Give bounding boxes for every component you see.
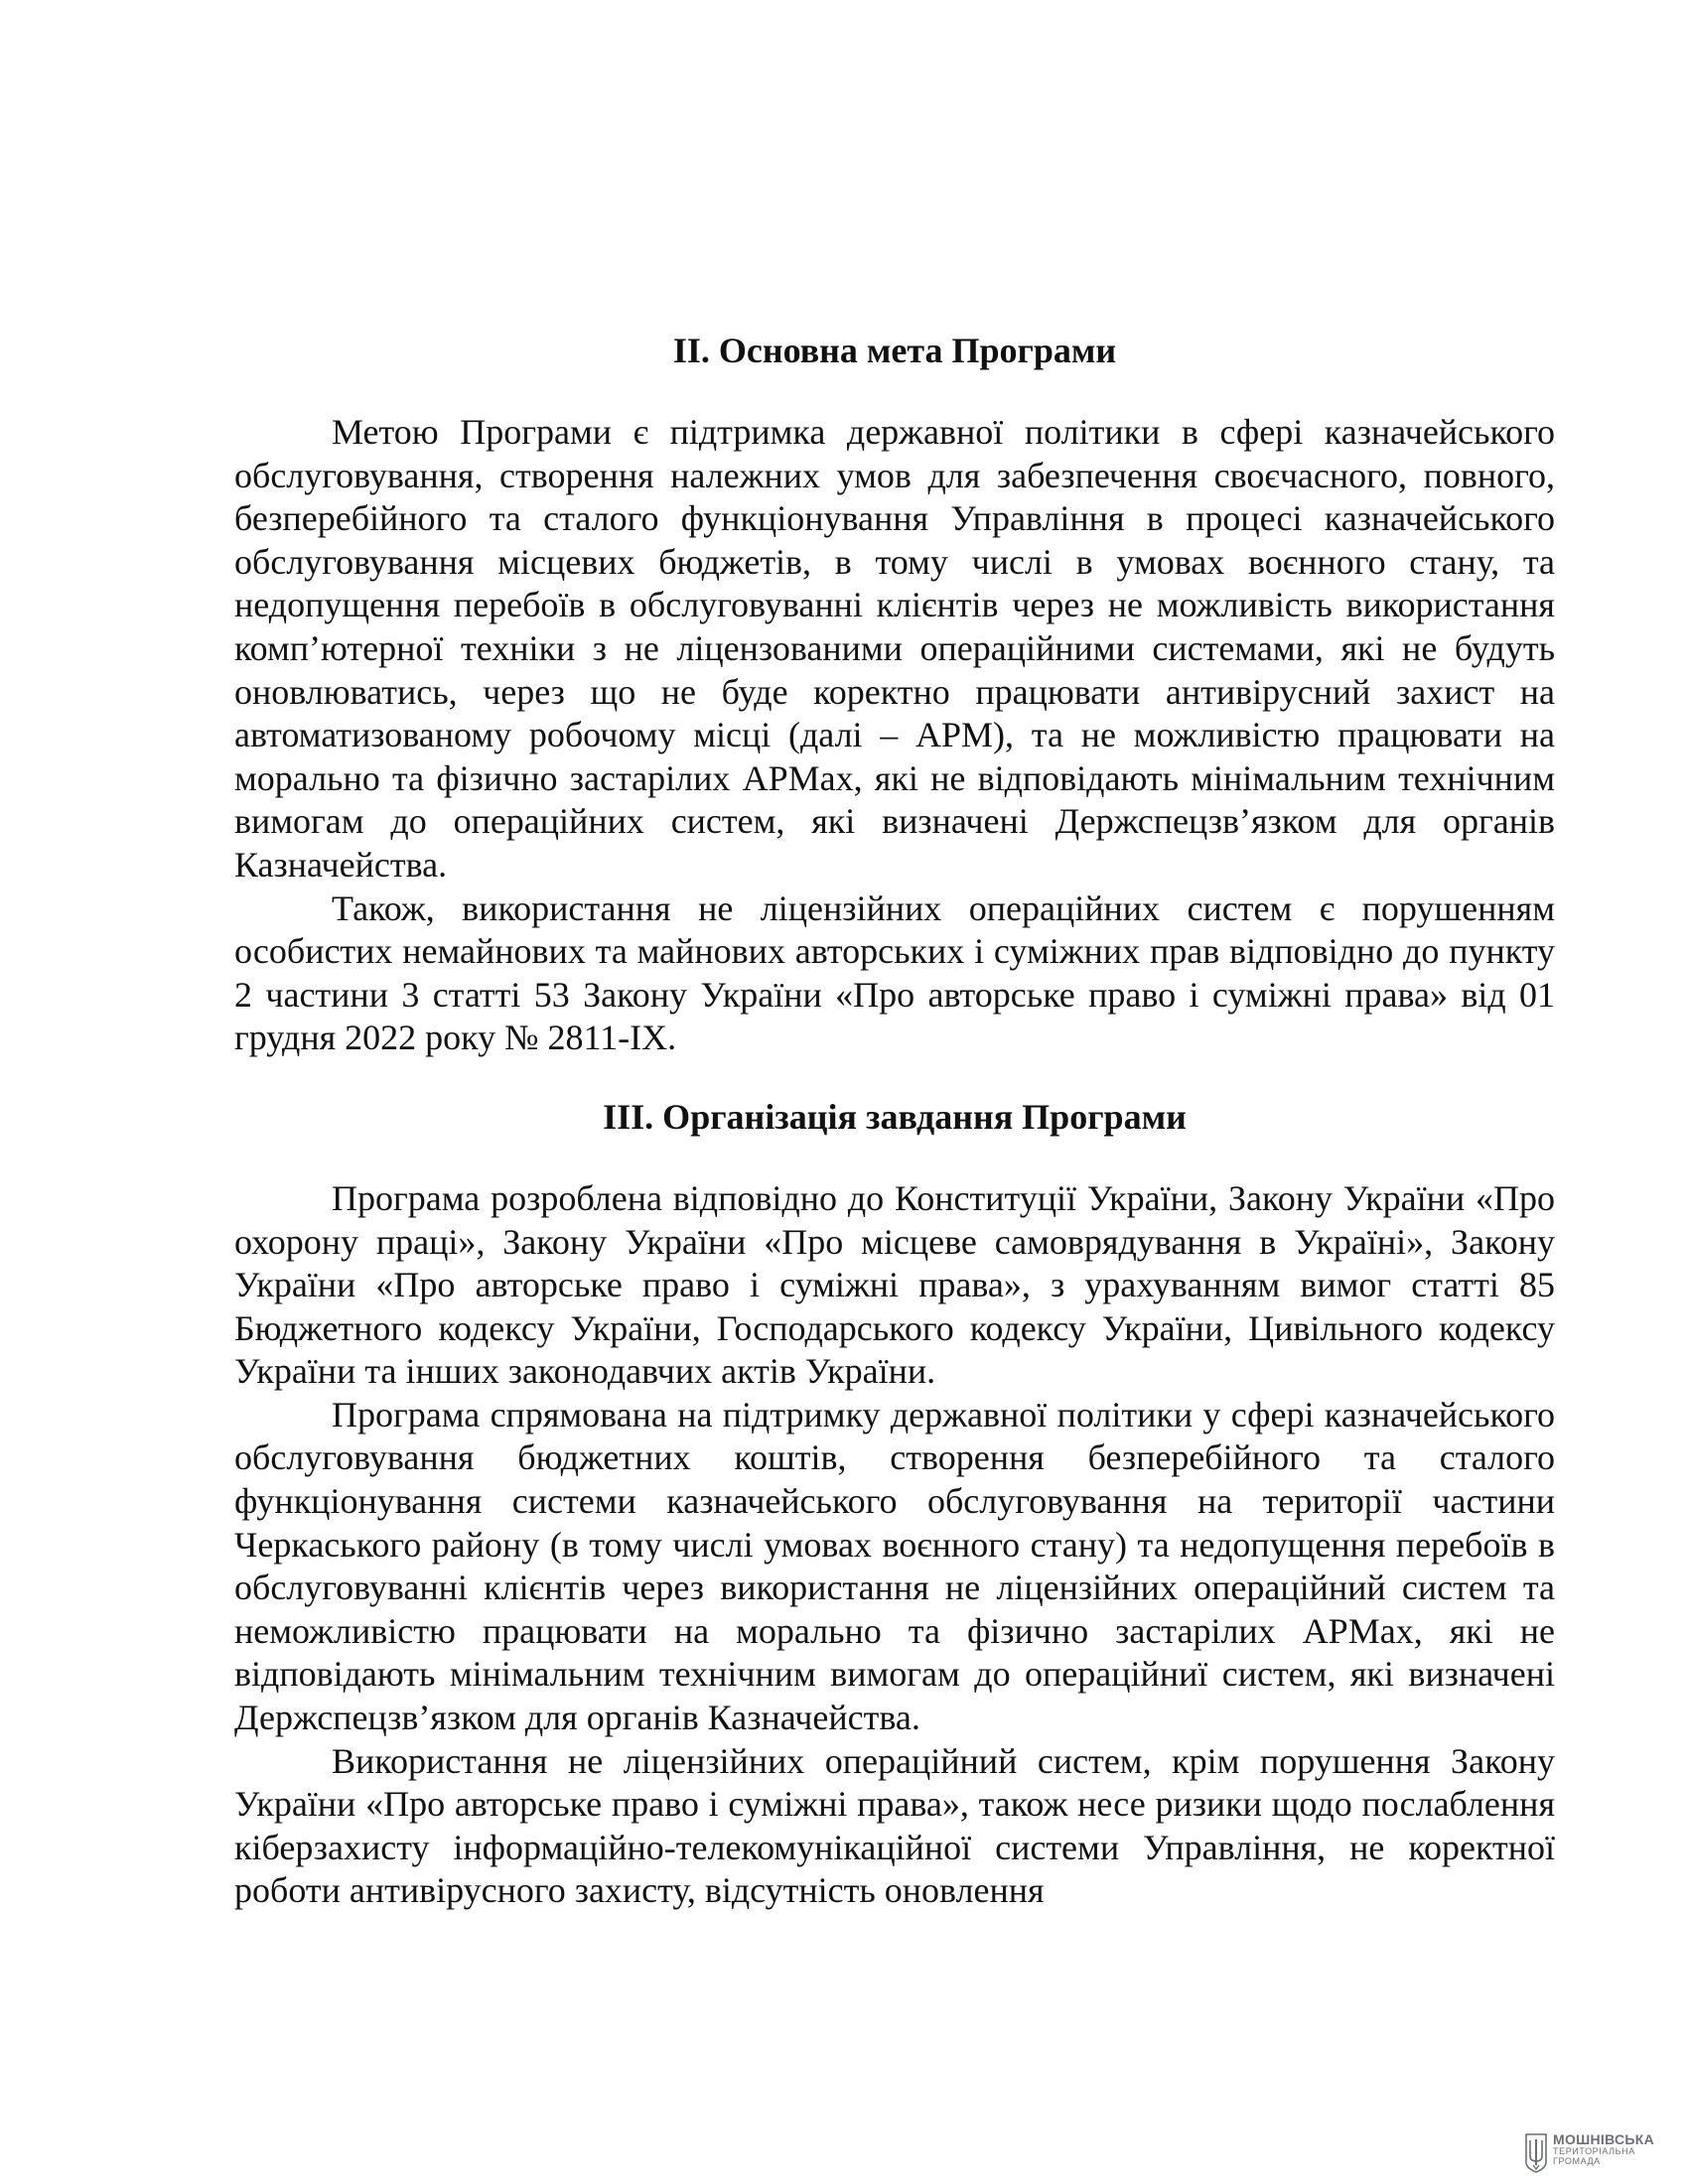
trident-icon [1523, 2132, 1549, 2174]
watermark-line-3: ГРОМАДА [1553, 2156, 1601, 2166]
section-3-paragraph-1: Програма розроблена відповідно до Конституції України, Закону України «Про охорону праці», Закону України «Про місцеве самоврядування в Україні», Закону України «Про авторське право і суміжні права», з урахуванням вимог статті 85 Бюджетного кодексу України, Господарського кодексу України, Цивільного кодексу України та інших законодавчих актів України. [234, 1177, 1555, 1392]
section-3-paragraph-2: Програма спрямована на підтримку державної політики у сфері казначейського обслуговування бюджетних коштів, створення безперебійного та сталого функціонування системи казначейського обслуговування на території частини Черкаського району (в тому числі умовах воєнного стану) та недопущення перебоїв в обслуговуванні клієнтів через використання не ліцензійних операційний систем та неможливістю працювати на морально та фізично застарілих АРМах, які не відповідають мінімальним технічним вимогам до операційниї систем, які визначені Держспецзв’язком для органів Казначейства. [234, 1394, 1555, 1738]
watermark-line-1: МОШНІВСЬКА [1553, 2131, 1655, 2147]
watermark-text [1553, 2132, 1654, 2166]
section-2-paragraph-2: Також, використання не ліцензійних операційних систем є порушенням особистих немайнових та майнових авторських і суміжних прав відповідно до пункту 2 частини 3 статті 53 Закону України «Про авторське право і суміжні права» від 01 грудня 2022 року № 2811-ІХ. [234, 887, 1555, 1058]
document-page [234, 328, 1555, 1913]
watermark-line-2: ТЕРИТОРІАЛЬНА [1553, 2146, 1635, 2156]
section-2-paragraph-1: Метою Програми є підтримка державної політики в сфері казначейського обслуговування, створення належних умов для забезпечення своєчасного, повного, безперебійного та сталого функціонування Управління в процесі казначейського обслуговування місцевих бюджетів, в тому числі в умовах воєнного стану, та недопущення перебоїв в обслуговуванні клієнтів через не можливість використання комп’ютерної техніки з не ліцензованими операційними системами, які не будуть оновлюватись, через що не буде коректно працювати антивірусний захист на автоматизованому робочому місці (далі – АРМ), та не можливістю працювати на морально та фізично застарілих АРМах, які не відповідають мінімальним технічним вимогам до операційних систем, які визначені Держспецзв’язком для органів Казначейства. [234, 412, 1555, 885]
community-watermark [1523, 2132, 1682, 2178]
section-3-paragraph-3: Використання не ліцензійних операційний систем, крім порушення Закону України «Про авторське право і суміжні права», також несе ризики щодо послаблення кіберзахисту інформаційно-телекомунікаційної системи Управління, не коректної роботи антивірусного захисту, відсутність оновлення [234, 1740, 1555, 1911]
section-2-heading: ІІ. Основна мета Програми [672, 331, 1117, 370]
section-3-heading: ІІІ. Організація завдання Програми [603, 1096, 1187, 1137]
